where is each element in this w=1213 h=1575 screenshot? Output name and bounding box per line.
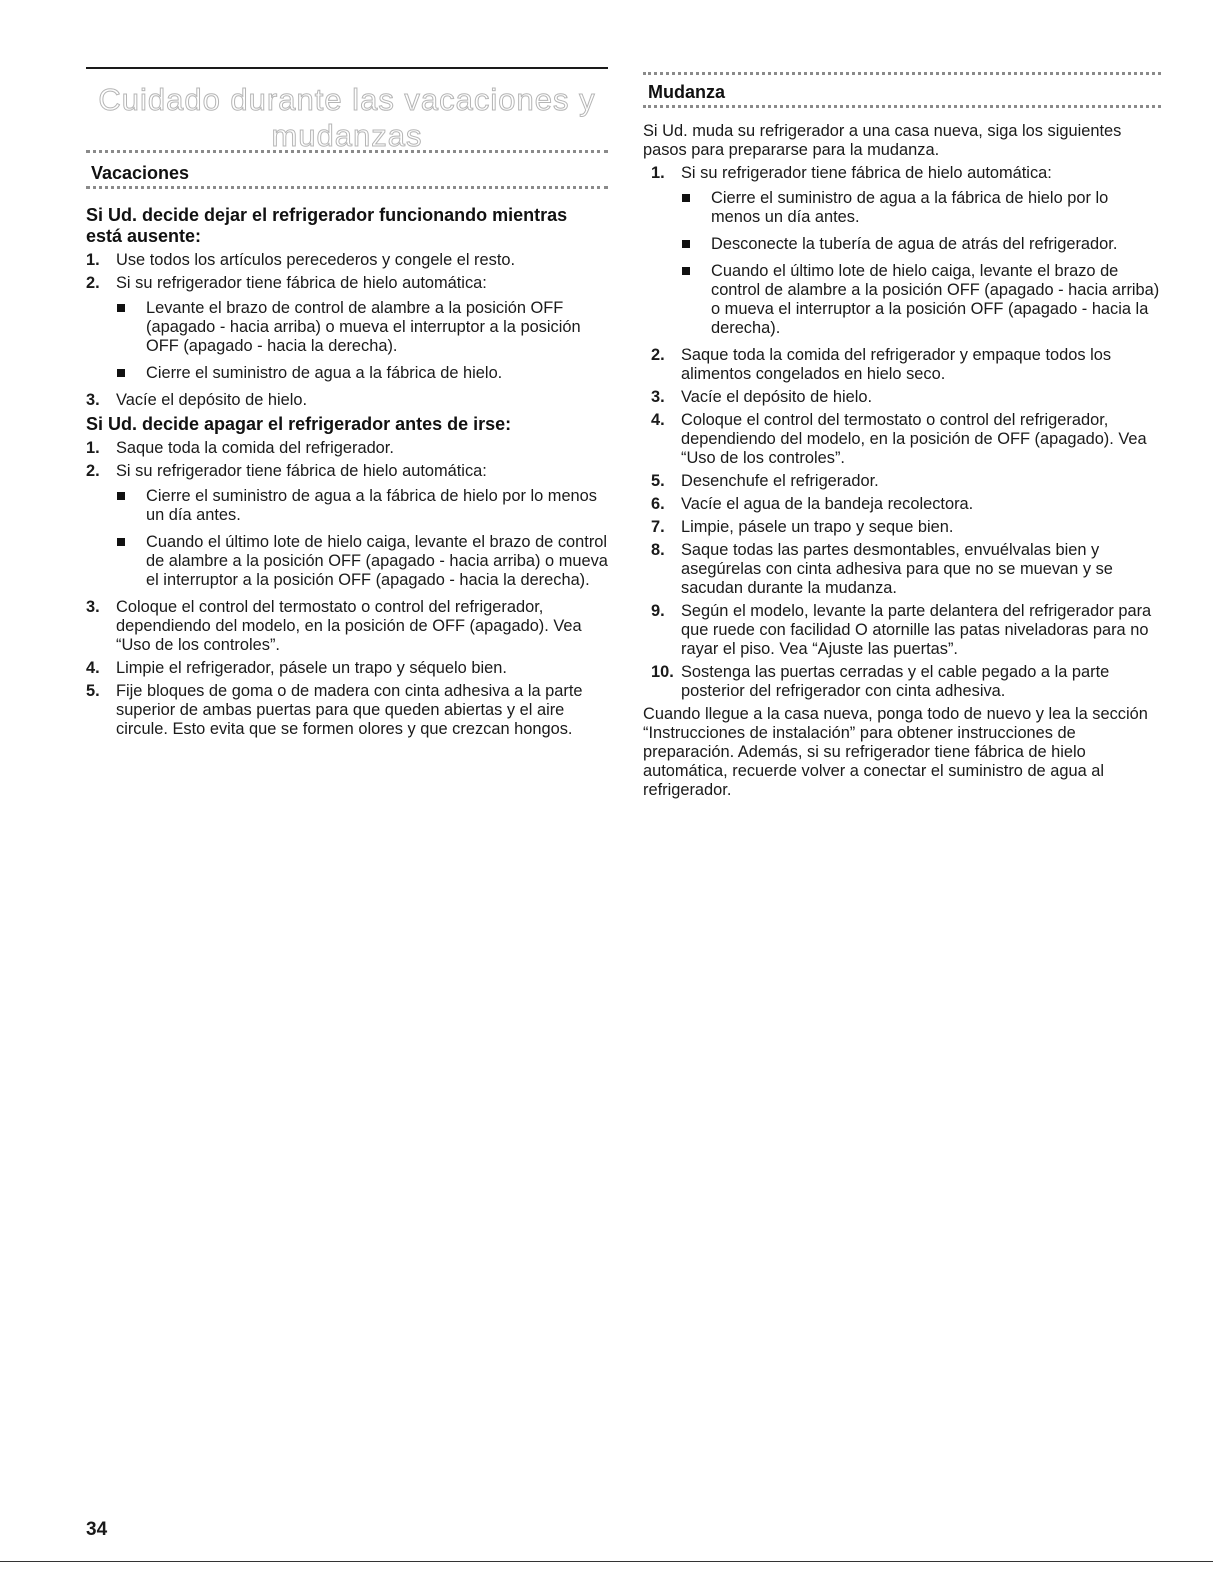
top-rule: [86, 67, 608, 69]
bullet-item: Desconecte la tubería de agua de atrás del refrigerador.: [681, 235, 1161, 254]
bottom-rule: [0, 1561, 1213, 1562]
step-number: 7.: [651, 518, 665, 536]
step-item: [86, 274, 608, 383]
bullet-item: Cierre el suministro de agua a la fábrica de hielo.: [116, 364, 608, 383]
divider: [643, 72, 1161, 75]
bullet-item: Cierre el suministro de agua a la fábrica de hielo por lo menos un día antes.: [116, 487, 608, 525]
step-text: Limpie, pásele un trapo y seque bien.: [681, 518, 954, 536]
bullet-list: [116, 487, 608, 590]
step-number: 1.: [86, 251, 100, 269]
bullet-item: Cuando el último lote de hielo caiga, levante el brazo de control de alambre a la posición OFF (apagado - hacia arriba) o mueva el interruptor a la posición OFF (apagado - hacia la derecha).: [681, 262, 1161, 338]
bullet-list: [116, 299, 608, 383]
step-item: [651, 388, 1161, 407]
step-number: 1.: [651, 164, 665, 182]
step-number: 4.: [86, 659, 100, 677]
step-number: 10.: [651, 663, 674, 681]
step-number: 4.: [651, 411, 665, 429]
bullet-item: Cuando el último lote de hielo caiga, levante el brazo de control de alambre a la posición OFF (apagado - hacia arriba) o mueva el interruptor a la posición OFF (apagado - hacia la derecha).: [116, 533, 608, 590]
step-text: Limpie el refrigerador, pásele un trapo y séquelo bien.: [116, 659, 507, 677]
step-text: Coloque el control del termostato o control del refrigerador, dependiendo del modelo, en la posición de OFF (apagado). Vea “Uso de los controles”.: [681, 411, 1147, 467]
step-text: Saque toda la comida del refrigerador.: [116, 439, 394, 457]
step-text: Coloque el control del termostato o control del refrigerador, dependiendo del modelo, en la posición de OFF (apagado). Vea “Uso de los controles”.: [116, 598, 582, 654]
step-number: 2.: [651, 346, 665, 364]
step-text: Saque toda la comida del refrigerador y empaque todos los alimentos congelados en hielo seco.: [681, 346, 1112, 383]
mudanza-body: [643, 122, 1161, 800]
bullet-list: [681, 189, 1161, 338]
steps-mudanza: [651, 164, 1161, 701]
step-item: [86, 251, 608, 270]
step-text: Use todos los artículos perecederos y congele el resto.: [116, 251, 516, 269]
step-item: [651, 541, 1161, 598]
steps-funcionando: [86, 251, 608, 410]
step-item: [651, 663, 1161, 701]
step-item: [86, 682, 608, 739]
step-number: 5.: [86, 682, 100, 700]
step-item: [86, 439, 608, 458]
step-text: Desenchufe el refrigerador.: [681, 472, 879, 490]
vacaciones-heading: Vacaciones: [91, 163, 190, 183]
step-item: [651, 472, 1161, 491]
step-item: [651, 411, 1161, 468]
step-item: [651, 164, 1161, 338]
divider: [86, 150, 608, 153]
steps-apagar: [86, 439, 608, 739]
step-item: [651, 495, 1161, 514]
section-title: Cuidado durante las vacaciones y mudanzas: [98, 82, 596, 153]
step-number: 2.: [86, 462, 100, 480]
divider: [643, 105, 1161, 108]
lead-apagar: Si Ud. decide apagar el refrigerador antes de irse:: [86, 414, 512, 434]
step-number: 3.: [651, 388, 665, 406]
step-number: 8.: [651, 541, 665, 559]
step-text: Si su refrigerador tiene fábrica de hielo automática:: [681, 164, 1052, 182]
step-text: Vacíe el depósito de hielo.: [116, 391, 308, 409]
divider: [86, 186, 608, 189]
step-number: 6.: [651, 495, 665, 513]
lead-dejar-funcionando: Si Ud. decide dejar el refrigerador funcionando mientras está ausente:: [86, 205, 568, 246]
step-text: Vacíe el depósito de hielo.: [681, 388, 873, 406]
mudanza-intro: Si Ud. muda su refrigerador a una casa nueva, siga los siguientes pasos para prepararse para la mudanza.: [643, 122, 1122, 159]
mudanza-heading: Mudanza: [648, 82, 726, 102]
step-text: Según el modelo, levante la parte delantera del refrigerador para que ruede con facilidad O atornille las patas niveladoras para no rayar el piso. Vea “Ajuste las puertas”.: [681, 602, 1152, 658]
mudanza-closing: Cuando llegue a la casa nueva, ponga todo de nuevo y lea la sección “Instrucciones de instalación” para obtener instrucciones de preparación. Además, si su refrigerador tiene fábrica de hielo automática, recuerde volver a conectar el suministro de agua al refrigerador.: [643, 705, 1148, 799]
step-item: [86, 598, 608, 655]
step-text: Vacíe el agua de la bandeja recolectora.: [681, 495, 974, 513]
step-item: [651, 518, 1161, 537]
page-number: 34: [86, 1519, 108, 1540]
step-item: [651, 346, 1161, 384]
step-item: [86, 659, 608, 678]
step-number: 3.: [86, 598, 100, 616]
step-text: Saque todas las partes desmontables, envuélvalas bien y asegúrelas con cinta adhesiva para que no se muevan y se sacudan durante la mudanza.: [681, 541, 1113, 597]
step-number: 3.: [86, 391, 100, 409]
bullet-item: Levante el brazo de control de alambre a la posición OFF (apagado - hacia arriba) o mueva el interruptor a la posición OFF (apagado - hacia la derecha).: [116, 299, 608, 356]
step-text: Si su refrigerador tiene fábrica de hielo automática:: [116, 462, 487, 480]
step-text: Sostenga las puertas cerradas y el cable pegado a la parte posterior del refrigerador con cinta adhesiva.: [681, 663, 1110, 700]
vacaciones-body: [86, 205, 608, 743]
bullet-item: Cierre el suministro de agua a la fábrica de hielo por lo menos un día antes.: [681, 189, 1161, 227]
step-item: [86, 462, 608, 590]
step-number: 5.: [651, 472, 665, 490]
step-text: Si su refrigerador tiene fábrica de hielo automática:: [116, 274, 487, 292]
step-item: [651, 602, 1161, 659]
step-number: 2.: [86, 274, 100, 292]
step-item: [86, 391, 608, 410]
step-text: Fije bloques de goma o de madera con cinta adhesiva a la parte superior de ambas puertas para que queden abiertas y el aire circule. Esto evita que se formen olores y que crezcan hongos.: [116, 682, 583, 738]
step-number: 9.: [651, 602, 665, 620]
step-number: 1.: [86, 439, 100, 457]
